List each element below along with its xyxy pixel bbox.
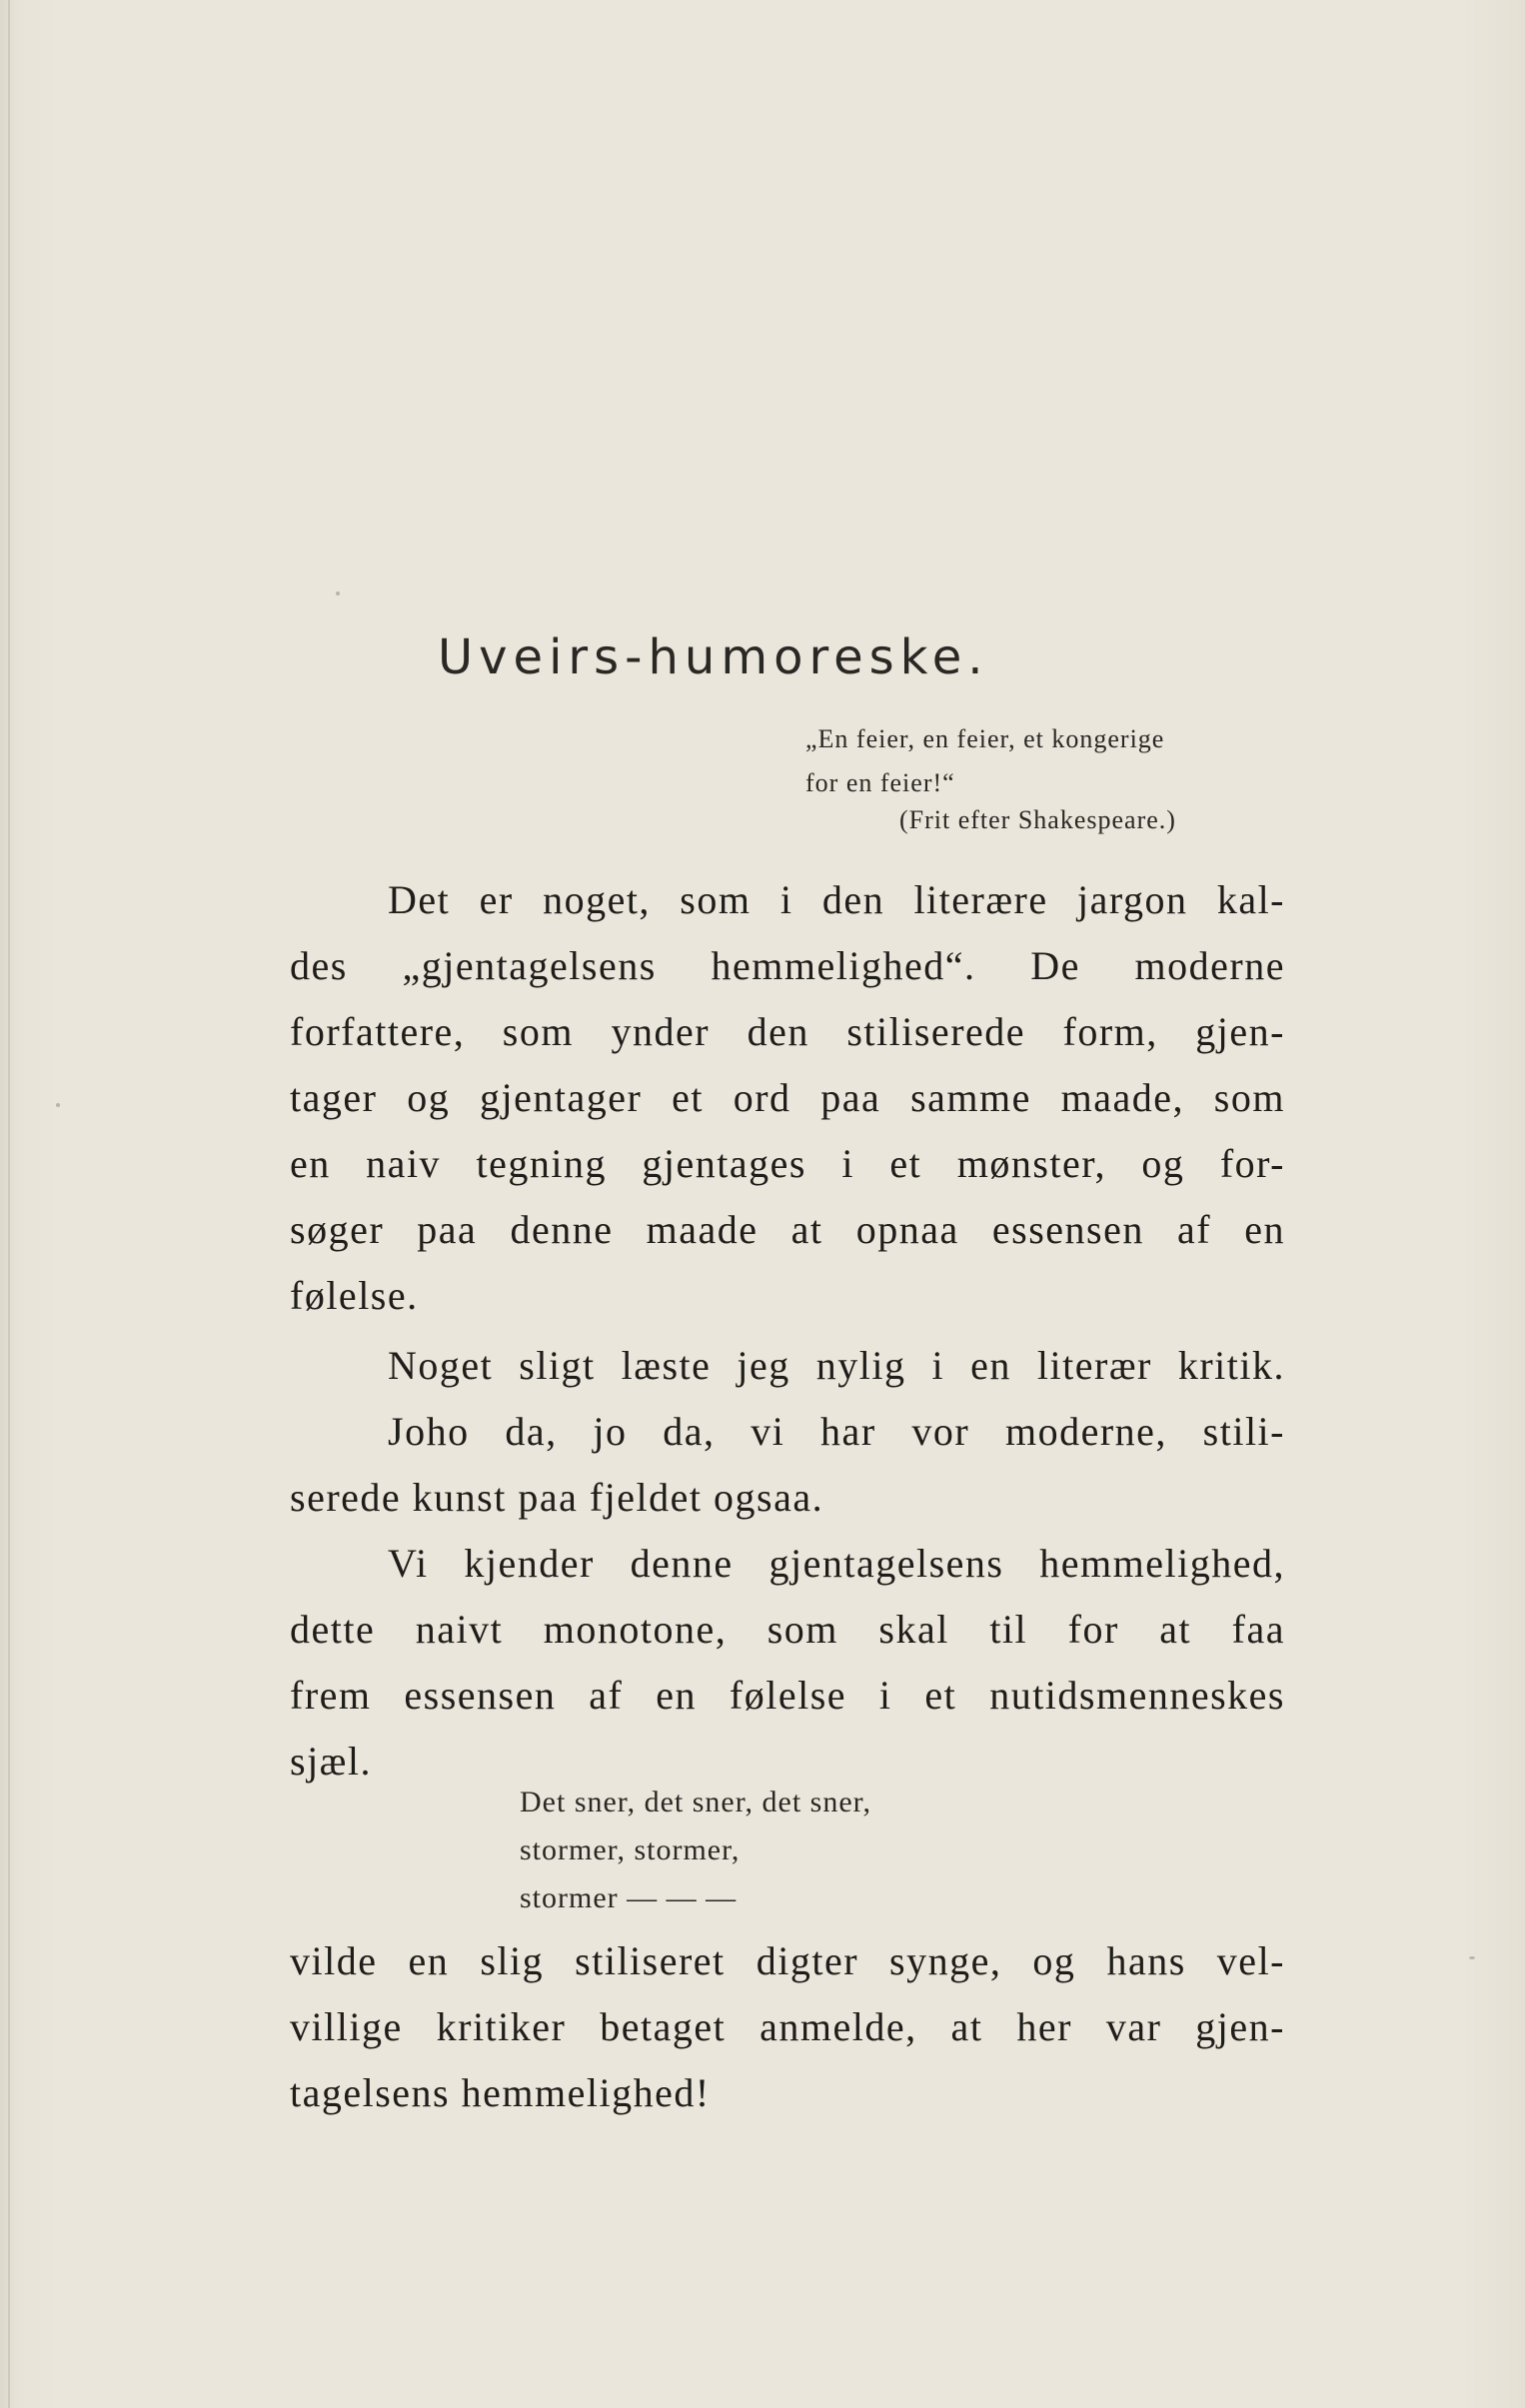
epigraph-line-1: „En feier, en feier, et kongerige: [805, 724, 1165, 753]
paragraph-line: sjæl.: [290, 1739, 372, 1784]
paragraph-line: tager og gjentager et ord paa samme maade, som: [290, 1075, 1285, 1120]
poem-line: stormer, stormer,: [520, 1833, 741, 1866]
poem-line: Det sner, det sner, det sner,: [520, 1786, 871, 1818]
page-title: Uveirs-humoreske.: [438, 629, 989, 685]
poem-line: stormer — — —: [520, 1881, 738, 1914]
paragraph-line: Vi kjender denne gjentagelsens hemmelighed,: [388, 1541, 1285, 1586]
epigraph: [805, 717, 1164, 805]
paper-speck: [56, 1103, 60, 1107]
paragraph-1: [290, 867, 1285, 1329]
poem: [520, 1779, 871, 1922]
paragraph-line: serede kunst paa fjeldet ogsaa.: [290, 1475, 824, 1520]
paper-speck: [336, 592, 340, 596]
paragraph-line: tagelsens hemmelighed!: [290, 2070, 711, 2115]
epigraph-source: (Frit efter Shakespeare.): [899, 805, 1176, 834]
paper-speck: [1469, 1956, 1475, 1959]
paragraph-line: des „gjentagelsens hemmelighed“. De moderne: [290, 943, 1285, 988]
paragraph-line: frem essensen af en følelse i et nutidsmenneskes: [290, 1673, 1285, 1718]
paragraph-line: Noget sligt læste jeg nylig i en literær kritik.: [388, 1343, 1285, 1388]
epigraph-line-2: for en feier!“: [805, 768, 955, 797]
closing-paragraph: [290, 1928, 1285, 2126]
paragraph-line: villige kritiker betaget anmelde, at her var gjen-: [290, 2004, 1285, 2049]
paragraph-line: en naiv tegning gjentages i et mønster, og for-: [290, 1141, 1285, 1186]
paragraph-line: Joho da, jo da, vi har vor moderne, stili-: [388, 1409, 1285, 1454]
paragraph-line: forfattere, som ynder den stiliserede form, gjen-: [290, 1009, 1285, 1054]
paragraph-line: Det er noget, som i den literære jargon kal-: [388, 877, 1285, 922]
paragraph-line: følelse.: [290, 1273, 419, 1318]
paragraph-line: vilde en slig stiliseret digter synge, og hans vel-: [290, 1938, 1285, 1983]
page-edge: [8, 0, 10, 2408]
paragraph-line: søger paa denne maade at opnaa essensen af en: [290, 1207, 1285, 1252]
paragraph-2: [290, 1333, 1285, 1531]
paragraph-line: dette naivt monotone, som skal til for at faa: [290, 1607, 1285, 1652]
paragraph-3: [290, 1531, 1285, 1795]
